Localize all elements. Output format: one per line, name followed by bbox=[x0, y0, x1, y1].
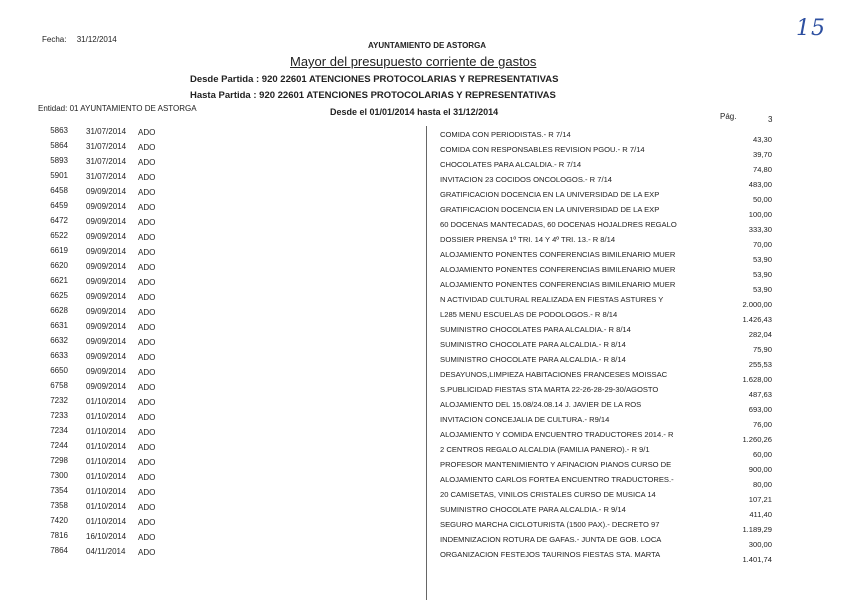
ledger-row bbox=[0, 246, 842, 264]
entry-amount: 75,90 bbox=[752, 345, 772, 354]
entry-amount: 333,30 bbox=[748, 225, 772, 234]
ledger-row bbox=[0, 486, 842, 504]
entry-amount: 39,70 bbox=[752, 150, 772, 159]
entry-status: ADO bbox=[138, 398, 156, 407]
report-title: Mayor del presupuesto corriente de gastos bbox=[290, 54, 537, 69]
report-date-value: 31/12/2014 bbox=[76, 35, 117, 44]
report-date bbox=[42, 35, 117, 44]
ledger-row bbox=[0, 291, 842, 309]
entry-status: ADO bbox=[138, 218, 156, 227]
entry-number: 6758 bbox=[50, 381, 68, 390]
entry-date: 31/07/2014 bbox=[86, 157, 127, 166]
entry-number: 5901 bbox=[50, 171, 68, 180]
entry-date: 09/09/2014 bbox=[86, 307, 127, 316]
entry-status: ADO bbox=[138, 173, 156, 182]
entry-number: 6522 bbox=[50, 231, 68, 240]
entry-number: 6632 bbox=[50, 336, 68, 345]
ledger-row bbox=[0, 336, 842, 354]
entry-date: 09/09/2014 bbox=[86, 337, 127, 346]
ledger-row bbox=[0, 546, 842, 564]
entry-description: COMIDA CON PERIODISTAS.- R 7/14 bbox=[440, 130, 571, 139]
entry-number: 5863 bbox=[50, 126, 68, 135]
ledger-row bbox=[0, 351, 842, 369]
entry-description: N ACTIVIDAD CULTURAL REALIZADA EN FIESTAS ASTURES Y bbox=[440, 295, 664, 304]
entry-status: ADO bbox=[138, 368, 156, 377]
entry-status: ADO bbox=[138, 188, 156, 197]
entry-date: 01/10/2014 bbox=[86, 502, 127, 511]
period-range: Desde el 01/01/2014 hasta el 31/12/2014 bbox=[330, 107, 499, 117]
entry-number: 7300 bbox=[50, 471, 68, 480]
entry-number: 7234 bbox=[50, 426, 68, 435]
ledger-row bbox=[0, 186, 842, 204]
entry-amount: 107,21 bbox=[748, 495, 772, 504]
entry-description: ALOJAMIENTO PONENTES CONFERENCIAS BIMILENARIO MUER bbox=[440, 280, 676, 289]
entry-status: ADO bbox=[138, 443, 156, 452]
entry-number: 7358 bbox=[50, 501, 68, 510]
entry-status: ADO bbox=[138, 263, 156, 272]
page-label: Pág. bbox=[720, 112, 737, 121]
ledger-row bbox=[0, 216, 842, 234]
entry-status: ADO bbox=[138, 518, 156, 527]
entry-description: 20 CAMISETAS, VINILOS CRISTALES CURSO DE MUSICA 14 bbox=[440, 490, 656, 499]
ledger-row bbox=[0, 171, 842, 189]
ledger-row bbox=[0, 396, 842, 414]
entry-date: 09/09/2014 bbox=[86, 367, 127, 376]
entry-amount: 60,00 bbox=[752, 450, 772, 459]
entry-amount: 1.628,00 bbox=[742, 375, 772, 384]
entry-number: 7420 bbox=[50, 516, 68, 525]
entry-number: 7354 bbox=[50, 486, 68, 495]
entry-date: 09/09/2014 bbox=[86, 217, 127, 226]
entry-number: 7298 bbox=[50, 456, 68, 465]
entry-description: ALOJAMIENTO CARLOS FORTEA ENCUENTRO TRADUCTORES.- bbox=[440, 475, 674, 484]
entry-status: ADO bbox=[138, 473, 156, 482]
entry-date: 09/09/2014 bbox=[86, 382, 127, 391]
entry-status: ADO bbox=[138, 143, 156, 152]
entry-status: ADO bbox=[138, 428, 156, 437]
handwritten-page-mark: 15 bbox=[796, 16, 826, 41]
ledger-row bbox=[0, 441, 842, 459]
entry-status: ADO bbox=[138, 203, 156, 212]
ledger-row bbox=[0, 456, 842, 474]
entry-date: 31/07/2014 bbox=[86, 172, 127, 181]
entry-amount: 43,30 bbox=[752, 135, 772, 144]
entry-date: 16/10/2014 bbox=[86, 532, 127, 541]
entry-status: ADO bbox=[138, 488, 156, 497]
entry-amount: 53,90 bbox=[752, 270, 772, 279]
entry-date: 09/09/2014 bbox=[86, 202, 127, 211]
ledger-row bbox=[0, 426, 842, 444]
entry-date: 09/09/2014 bbox=[86, 322, 127, 331]
entry-description: PROFESOR MANTENIMIENTO Y AFINACION PIANOS CURSO DE bbox=[440, 460, 672, 469]
page-number: 3 bbox=[768, 115, 773, 124]
ledger-row bbox=[0, 471, 842, 489]
entry-number: 6633 bbox=[50, 351, 68, 360]
ledger-row bbox=[0, 276, 842, 294]
entry-amount: 483,00 bbox=[748, 180, 772, 189]
entry-amount: 76,00 bbox=[752, 420, 772, 429]
entry-number: 6628 bbox=[50, 306, 68, 315]
entry-amount: 70,00 bbox=[752, 240, 772, 249]
entry-number: 6459 bbox=[50, 201, 68, 210]
entry-amount: 53,90 bbox=[752, 255, 772, 264]
entry-date: 09/09/2014 bbox=[86, 262, 127, 271]
entry-date: 01/10/2014 bbox=[86, 487, 127, 496]
entry-amount: 411,40 bbox=[749, 510, 772, 519]
entry-description: COMIDA CON RESPONSABLES REVISION PGOU.- R 7/14 bbox=[440, 145, 645, 154]
entry-description: 60 DOCENAS MANTECADAS, 60 DOCENAS HOJALDRES REGALO bbox=[440, 220, 677, 229]
entry-number: 6472 bbox=[50, 216, 68, 225]
entry-date: 01/10/2014 bbox=[86, 427, 127, 436]
entry-description: ALOJAMIENTO Y COMIDA ENCUENTRO TRADUCTORES 2014.- R bbox=[440, 430, 674, 439]
entry-date: 01/10/2014 bbox=[86, 472, 127, 481]
entry-number: 6625 bbox=[50, 291, 68, 300]
entry-number: 6650 bbox=[50, 366, 68, 375]
entry-date: 09/09/2014 bbox=[86, 187, 127, 196]
entry-description: DESAYUNOS,LIMPIEZA HABITACIONES FRANCESES MOISSAC bbox=[440, 370, 668, 379]
entry-status: ADO bbox=[138, 503, 156, 512]
ledger-rows bbox=[0, 126, 842, 564]
entry-date: 01/10/2014 bbox=[86, 397, 127, 406]
entry-amount: 53,90 bbox=[752, 285, 772, 294]
entry-date: 09/09/2014 bbox=[86, 292, 127, 301]
entry-status: ADO bbox=[138, 233, 156, 242]
entry-number: 6620 bbox=[50, 261, 68, 270]
entry-amount: 74,80 bbox=[752, 165, 772, 174]
entry-status: ADO bbox=[138, 248, 156, 257]
entry-number: 7864 bbox=[50, 546, 68, 555]
entry-status: ADO bbox=[138, 308, 156, 317]
entry-description: INVITACION 23 COCIDOS ONCOLOGOS.- R 7/14 bbox=[440, 175, 613, 184]
ledger-row bbox=[0, 531, 842, 549]
entry-description: SUMINISTRO CHOCOLATE PARA ALCALDIA.- R 9/14 bbox=[440, 505, 626, 514]
entry-description: 2 CENTROS REGALO ALCALDIA (FAMILIA PANERO).- R 9/1 bbox=[440, 445, 650, 454]
entry-status: ADO bbox=[138, 158, 156, 167]
entry-status: ADO bbox=[138, 353, 156, 362]
entry-description: SEGURO MARCHA CICLOTURISTA (1500 PAX).- DECRETO 97 bbox=[440, 520, 660, 529]
ledger-row bbox=[0, 141, 842, 159]
entry-status: ADO bbox=[138, 293, 156, 302]
entry-number: 7232 bbox=[50, 396, 68, 405]
ledger-row bbox=[0, 321, 842, 339]
entry-description: SUMINISTRO CHOCOLATES PARA ALCALDIA.- R 8/14 bbox=[440, 325, 631, 334]
entry-description: DOSSIER PRENSA 1º TRI. 14 Y 4º TRI. 13.- R 8/14 bbox=[440, 235, 616, 244]
ledger-row bbox=[0, 261, 842, 279]
entry-date: 09/09/2014 bbox=[86, 352, 127, 361]
entry-date: 31/07/2014 bbox=[86, 142, 127, 151]
ledger-row bbox=[0, 126, 842, 144]
entry-amount: 282,04 bbox=[748, 330, 772, 339]
ledger-row bbox=[0, 501, 842, 519]
ledger-row bbox=[0, 411, 842, 429]
desde-partida: Desde Partida : 920 22601 ATENCIONES PROTOCOLARIAS Y REPRESENTATIVAS bbox=[190, 74, 559, 85]
entry-number: 7816 bbox=[50, 531, 68, 540]
entry-status: ADO bbox=[138, 548, 156, 557]
entry-status: ADO bbox=[138, 533, 156, 542]
entry-description: ALOJAMIENTO DEL 15.08/24.08.14 J. JAVIER DE LA ROS bbox=[440, 400, 642, 409]
entry-amount: 1.189,29 bbox=[742, 525, 772, 534]
entry-amount: 50,00 bbox=[752, 195, 772, 204]
entry-status: ADO bbox=[138, 458, 156, 467]
entry-description: SUMINISTRO CHOCOLATE PARA ALCALDIA.- R 8/14 bbox=[440, 355, 626, 364]
entry-amount: 487,63 bbox=[748, 390, 772, 399]
entry-date: 01/10/2014 bbox=[86, 457, 127, 466]
entry-amount: 1.260,26 bbox=[742, 435, 772, 444]
entry-description: INVITACION CONCEJALIA DE CULTURA.- R9/14 bbox=[440, 415, 610, 424]
ledger-row bbox=[0, 156, 842, 174]
entry-description: ALOJAMIENTO PONENTES CONFERENCIAS BIMILENARIO MUER bbox=[440, 265, 676, 274]
entry-date: 01/10/2014 bbox=[86, 442, 127, 451]
entry-amount: 900,00 bbox=[748, 465, 772, 474]
ledger-row bbox=[0, 231, 842, 249]
ledger-row bbox=[0, 366, 842, 384]
organization-name: AYUNTAMIENTO DE ASTORGA bbox=[368, 41, 487, 50]
entry-amount: 2.000,00 bbox=[742, 300, 772, 309]
entry-description: ORGANIZACION FESTEJOS TAURINOS FIESTAS STA. MARTA bbox=[440, 550, 661, 559]
entry-number: 7244 bbox=[50, 441, 68, 450]
entry-description: GRATIFICACION DOCENCIA EN LA UNIVERSIDAD DE LA EXP bbox=[440, 190, 660, 199]
entry-description: ALOJAMIENTO PONENTES CONFERENCIAS BIMILENARIO MUER bbox=[440, 250, 676, 259]
entry-status: ADO bbox=[138, 128, 156, 137]
entidad-label: Entidad: 01 AYUNTAMIENTO DE ASTORGA bbox=[38, 104, 197, 113]
entry-amount: 693,00 bbox=[748, 405, 772, 414]
entry-amount: 1.401,74 bbox=[742, 555, 772, 564]
ledger-row bbox=[0, 381, 842, 399]
entry-status: ADO bbox=[138, 278, 156, 287]
entry-status: ADO bbox=[138, 413, 156, 422]
entry-number: 6458 bbox=[50, 186, 68, 195]
entry-amount: 300,00 bbox=[748, 540, 772, 549]
entry-number: 6619 bbox=[50, 246, 68, 255]
ledger-row bbox=[0, 306, 842, 324]
entry-amount: 100,00 bbox=[748, 210, 772, 219]
hasta-partida: Hasta Partida : 920 22601 ATENCIONES PROTOCOLARIAS Y REPRESENTATIVAS bbox=[190, 90, 556, 101]
entry-status: ADO bbox=[138, 383, 156, 392]
entry-date: 09/09/2014 bbox=[86, 277, 127, 286]
entry-description: L285 MENU ESCUELAS DE PODOLOGOS.- R 8/14 bbox=[440, 310, 618, 319]
entry-date: 09/09/2014 bbox=[86, 247, 127, 256]
entry-date: 31/07/2014 bbox=[86, 127, 127, 136]
entry-status: ADO bbox=[138, 338, 156, 347]
entry-number: 5864 bbox=[50, 141, 68, 150]
ledger-row bbox=[0, 201, 842, 219]
entry-description: CHOCOLATES PARA ALCALDIA.- R 7/14 bbox=[440, 160, 582, 169]
entry-amount: 1.426,43 bbox=[742, 315, 772, 324]
entry-amount: 255,53 bbox=[748, 360, 772, 369]
entry-amount: 80,00 bbox=[752, 480, 772, 489]
entry-description: INDEMNIZACION ROTURA DE GAFAS.- JUNTA DE GOB. LOCA bbox=[440, 535, 662, 544]
entry-number: 6631 bbox=[50, 321, 68, 330]
entry-description: GRATIFICACION DOCENCIA EN LA UNIVERSIDAD DE LA EXP bbox=[440, 205, 660, 214]
entry-number: 5893 bbox=[50, 156, 68, 165]
entry-description: SUMINISTRO CHOCOLATE PARA ALCALDIA.- R 8/14 bbox=[440, 340, 626, 349]
entry-number: 7233 bbox=[50, 411, 68, 420]
entry-description: S.PUBLICIDAD FIESTAS STA MARTA 22-26-28-29-30/AGOSTO bbox=[440, 385, 659, 394]
entry-date: 04/11/2014 bbox=[86, 547, 126, 556]
entry-date: 01/10/2014 bbox=[86, 412, 127, 421]
entry-date: 09/09/2014 bbox=[86, 232, 127, 241]
entry-status: ADO bbox=[138, 323, 156, 332]
report-date-label: Fecha: bbox=[42, 35, 67, 44]
entry-number: 6621 bbox=[50, 276, 68, 285]
entry-date: 01/10/2014 bbox=[86, 517, 127, 526]
ledger-row bbox=[0, 516, 842, 534]
